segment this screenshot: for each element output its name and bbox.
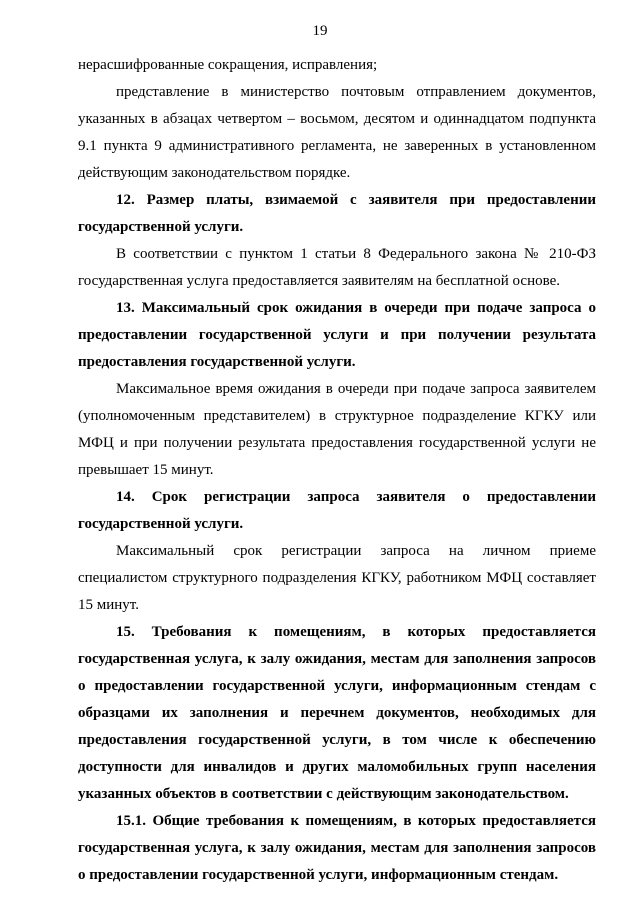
- heading-section-15: 15. Требования к помещениям, в которых предоставляется государственная услуга, к залу ожидания, местам для заполнения запросов о предоставлении государственной услуги, информационным стендам с образцами их заполнения и перечнем документов, необходимых для предоставления государственной услуги, в том числе к обеспечению доступности для инвалидов и других маломобильных групп населения указанных объектов в соответствии с действующим законодательством.: [78, 624, 596, 802]
- heading-section-13: 13. Максимальный срок ожидания в очереди при подаче запроса о предоставлении государственной услуги и при получении результата предоставления государственной услуги.: [78, 300, 596, 370]
- paragraph-registration-time: Максимальный срок регистрации запроса на личном приеме специалистом структурного подразделения КГКУ, работником МФЦ составляет 15 минут.: [78, 543, 596, 613]
- paragraph-queue-time: Максимальное время ожидания в очереди при подаче запроса заявителем (уполномоченным представителем) в структурное подразделение КГКУ или МФЦ и при получении результата предоставления государственной услуги не превышает 15 минут.: [78, 381, 596, 478]
- document-body: [78, 52, 596, 889]
- heading-section-14: 14. Срок регистрации запроса заявителя о предоставлении государственной услуги.: [78, 489, 596, 532]
- paragraph-postal-submission: представление в министерство почтовым отправлением документов, указанных в абзацах четвертом – восьмом, десятом и одиннадцатом подпункта 9.1 пункта 9 административного регламента, не заверенных в установленном действующим законодательством порядке.: [78, 84, 596, 181]
- paragraph-free-of-charge: В соответствии с пунктом 1 статьи 8 Федерального закона № 210-ФЗ государственная услуга предоставляется заявителям на бесплатной основе.: [78, 246, 596, 289]
- page-number: 19: [312, 23, 328, 39]
- paragraph-abbreviations: нерасшифрованные сокращения, исправления;: [78, 57, 378, 73]
- heading-section-15-1: 15.1. Общие требования к помещениям, в которых предоставляется государственная услуга, к залу ожидания, местам для заполнения запросов о предоставлении государственной услуги, информационным стендам.: [78, 813, 596, 883]
- heading-section-12: 12. Размер платы, взимаемой с заявителя при предоставлении государственной услуги.: [78, 192, 596, 235]
